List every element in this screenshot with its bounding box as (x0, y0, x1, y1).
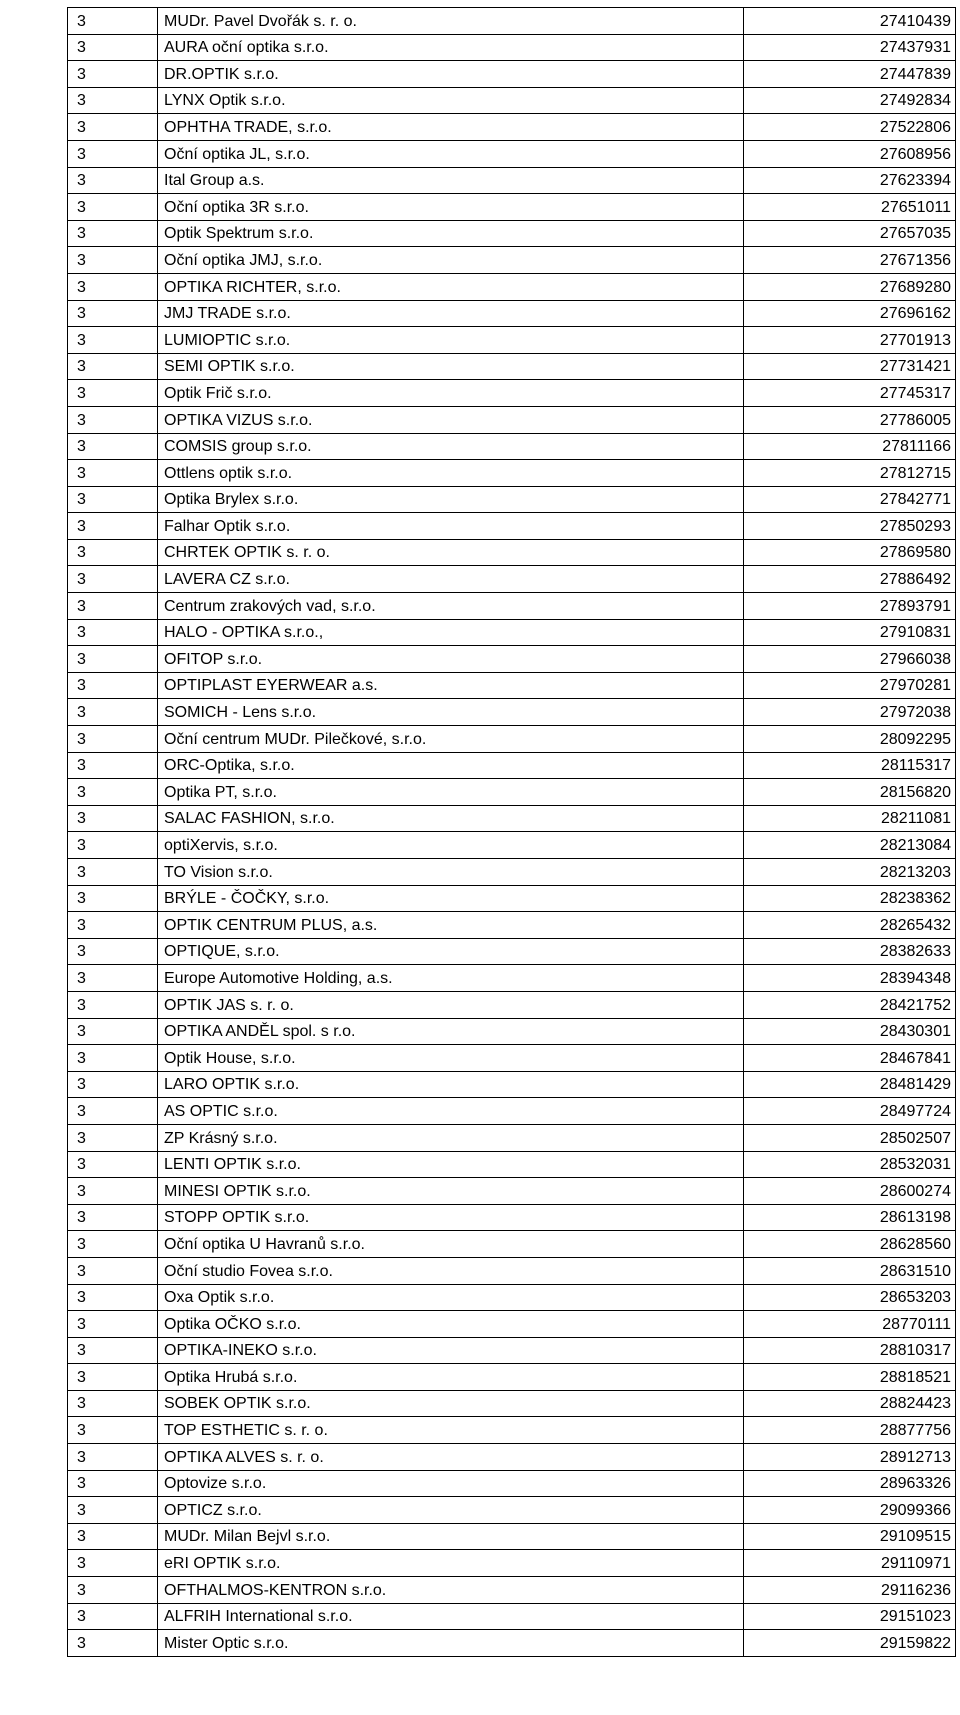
company-id-cell: 27623394 (744, 167, 956, 194)
company-name-cell: Europe Automotive Holding, a.s. (158, 965, 744, 992)
table-row (68, 8, 956, 35)
company-id-cell: 28213203 (744, 859, 956, 886)
company-name-cell: OPTIKA RICHTER, s.r.o. (158, 273, 744, 300)
table-row (68, 220, 956, 247)
category-cell: 3 (68, 1390, 158, 1417)
category-cell: 3 (68, 167, 158, 194)
table-row (68, 779, 956, 806)
table-row (68, 1018, 956, 1045)
company-id-cell: 28810317 (744, 1337, 956, 1364)
table-row (68, 859, 956, 886)
table-row (68, 726, 956, 753)
company-id-cell: 27522806 (744, 114, 956, 141)
company-name-cell: OPTIPLAST EYERWEAR a.s. (158, 672, 744, 699)
table-row (68, 273, 956, 300)
category-cell: 3 (68, 1417, 158, 1444)
company-name-cell: LENTI OPTIK s.r.o. (158, 1151, 744, 1178)
company-id-cell: 28631510 (744, 1257, 956, 1284)
table-row (68, 619, 956, 646)
company-id-cell: 28211081 (744, 805, 956, 832)
table-row (68, 1204, 956, 1231)
company-id-cell: 28238362 (744, 885, 956, 912)
company-name-cell: MUDr. Milan Bejvl s.r.o. (158, 1523, 744, 1550)
company-id-cell: 28770111 (744, 1311, 956, 1338)
table-row (68, 433, 956, 460)
category-cell: 3 (68, 646, 158, 673)
company-name-cell: SALAC FASHION, s.r.o. (158, 805, 744, 832)
company-name-cell: LYNX Optik s.r.o. (158, 87, 744, 114)
company-id-cell: 29110971 (744, 1550, 956, 1577)
company-id-cell: 27842771 (744, 486, 956, 513)
company-id-cell: 29151023 (744, 1603, 956, 1630)
category-cell: 3 (68, 912, 158, 939)
category-cell: 3 (68, 1337, 158, 1364)
company-id-cell: 27812715 (744, 460, 956, 487)
category-cell: 3 (68, 300, 158, 327)
category-cell: 3 (68, 859, 158, 886)
company-id-cell: 28156820 (744, 779, 956, 806)
category-cell: 3 (68, 1577, 158, 1604)
table-row (68, 1630, 956, 1657)
company-name-cell: LARO OPTIK s.r.o. (158, 1071, 744, 1098)
category-cell: 3 (68, 87, 158, 114)
table-row (68, 646, 956, 673)
table-row (68, 832, 956, 859)
company-id-cell: 28265432 (744, 912, 956, 939)
company-name-cell: LUMIOPTIC s.r.o. (158, 327, 744, 354)
table-row (68, 1098, 956, 1125)
company-name-cell: DR.OPTIK s.r.o. (158, 61, 744, 88)
company-id-cell: 28877756 (744, 1417, 956, 1444)
company-id-cell: 28600274 (744, 1178, 956, 1205)
table-row (68, 991, 956, 1018)
category-cell: 3 (68, 1311, 158, 1338)
company-name-cell: OPTIKA-INEKO s.r.o. (158, 1337, 744, 1364)
table-row (68, 1417, 956, 1444)
company-name-cell: OFTHALMOS-KENTRON s.r.o. (158, 1577, 744, 1604)
category-cell: 3 (68, 61, 158, 88)
category-cell: 3 (68, 1364, 158, 1391)
company-id-cell: 28092295 (744, 726, 956, 753)
company-name-cell: OPTICZ s.r.o. (158, 1497, 744, 1524)
company-name-cell: OPTIQUE, s.r.o. (158, 938, 744, 965)
company-name-cell: STOPP OPTIK s.r.o. (158, 1204, 744, 1231)
table-row (68, 1284, 956, 1311)
table-row (68, 539, 956, 566)
company-id-cell: 28421752 (744, 991, 956, 1018)
category-cell: 3 (68, 1124, 158, 1151)
category-cell: 3 (68, 965, 158, 992)
table-row (68, 1071, 956, 1098)
table-row (68, 1124, 956, 1151)
table-row (68, 114, 956, 141)
company-id-cell: 28818521 (744, 1364, 956, 1391)
company-id-cell: 27966038 (744, 646, 956, 673)
table-row (68, 1337, 956, 1364)
company-name-cell: MINESI OPTIK s.r.o. (158, 1178, 744, 1205)
company-name-cell: Ital Group a.s. (158, 167, 744, 194)
category-cell: 3 (68, 1098, 158, 1125)
company-name-cell: Oční centrum MUDr. Pilečkové, s.r.o. (158, 726, 744, 753)
category-cell: 3 (68, 220, 158, 247)
company-name-cell: Optika Brylex s.r.o. (158, 486, 744, 513)
company-id-cell: 27850293 (744, 513, 956, 540)
company-id-cell: 28653203 (744, 1284, 956, 1311)
category-cell: 3 (68, 486, 158, 513)
company-id-cell: 27811166 (744, 433, 956, 460)
company-name-cell: ORC-Optika, s.r.o. (158, 752, 744, 779)
company-id-cell: 27447839 (744, 61, 956, 88)
table-row (68, 460, 956, 487)
category-cell: 3 (68, 1497, 158, 1524)
company-id-cell: 27731421 (744, 353, 956, 380)
table-row (68, 912, 956, 939)
company-name-cell: LAVERA CZ s.r.o. (158, 566, 744, 593)
category-cell: 3 (68, 1071, 158, 1098)
table-row (68, 1045, 956, 1072)
company-name-cell: COMSIS group s.r.o. (158, 433, 744, 460)
category-cell: 3 (68, 938, 158, 965)
company-table-body (68, 8, 956, 1657)
company-name-cell: OPTIK JAS s. r. o. (158, 991, 744, 1018)
company-id-cell: 27657035 (744, 220, 956, 247)
company-id-cell: 27696162 (744, 300, 956, 327)
category-cell: 3 (68, 1470, 158, 1497)
category-cell: 3 (68, 1151, 158, 1178)
company-id-cell: 27701913 (744, 327, 956, 354)
category-cell: 3 (68, 1257, 158, 1284)
company-name-cell: HALO - OPTIKA s.r.o., (158, 619, 744, 646)
company-id-cell: 27869580 (744, 539, 956, 566)
table-row (68, 486, 956, 513)
table-row (68, 885, 956, 912)
company-name-cell: Optik Spektrum s.r.o. (158, 220, 744, 247)
company-id-cell: 27970281 (744, 672, 956, 699)
company-name-cell: SEMI OPTIK s.r.o. (158, 353, 744, 380)
company-id-cell: 28115317 (744, 752, 956, 779)
category-cell: 3 (68, 327, 158, 354)
company-name-cell: OPTIKA ANDĚL spol. s r.o. (158, 1018, 744, 1045)
company-name-cell: TOP ESTHETIC s. r. o. (158, 1417, 744, 1444)
company-name-cell: ALFRIH International s.r.o. (158, 1603, 744, 1630)
table-row (68, 1151, 956, 1178)
table-row (68, 1523, 956, 1550)
company-name-cell: SOMICH - Lens s.r.o. (158, 699, 744, 726)
company-name-cell: Oční optika U Havranů s.r.o. (158, 1231, 744, 1258)
company-name-cell: AURA oční optika s.r.o. (158, 34, 744, 61)
category-cell: 3 (68, 991, 158, 1018)
category-cell: 3 (68, 1550, 158, 1577)
company-name-cell: CHRTEK OPTIK s. r. o. (158, 539, 744, 566)
table-row (68, 300, 956, 327)
category-cell: 3 (68, 513, 158, 540)
company-id-cell: 27608956 (744, 140, 956, 167)
table-row (68, 87, 956, 114)
company-name-cell: Mister Optic s.r.o. (158, 1630, 744, 1657)
company-id-cell: 28467841 (744, 1045, 956, 1072)
table-row (68, 1390, 956, 1417)
category-cell: 3 (68, 752, 158, 779)
category-cell: 3 (68, 593, 158, 620)
company-id-cell: 28382633 (744, 938, 956, 965)
table-row (68, 1577, 956, 1604)
table-row (68, 1257, 956, 1284)
company-id-cell: 27886492 (744, 566, 956, 593)
table-row (68, 965, 956, 992)
company-id-cell: 28532031 (744, 1151, 956, 1178)
category-cell: 3 (68, 380, 158, 407)
company-id-cell: 29159822 (744, 1630, 956, 1657)
table-row (68, 167, 956, 194)
company-name-cell: JMJ TRADE s.r.o. (158, 300, 744, 327)
company-name-cell: Falhar Optik s.r.o. (158, 513, 744, 540)
company-id-cell: 27972038 (744, 699, 956, 726)
company-name-cell: OPTIK CENTRUM PLUS, a.s. (158, 912, 744, 939)
table-row (68, 593, 956, 620)
company-id-cell: 27786005 (744, 406, 956, 433)
category-cell: 3 (68, 433, 158, 460)
category-cell: 3 (68, 114, 158, 141)
table-row (68, 513, 956, 540)
company-name-cell: Optovize s.r.o. (158, 1470, 744, 1497)
table-row (68, 1311, 956, 1338)
company-name-cell: TO Vision s.r.o. (158, 859, 744, 886)
category-cell: 3 (68, 1603, 158, 1630)
company-id-cell: 27910831 (744, 619, 956, 646)
table-row (68, 1470, 956, 1497)
company-id-cell: 28497724 (744, 1098, 956, 1125)
table-row (68, 1178, 956, 1205)
table-row (68, 672, 956, 699)
company-id-cell: 27492834 (744, 87, 956, 114)
table-row (68, 938, 956, 965)
category-cell: 3 (68, 619, 158, 646)
company-id-cell: 28824423 (744, 1390, 956, 1417)
category-cell: 3 (68, 885, 158, 912)
company-name-cell: Optika OČKO s.r.o. (158, 1311, 744, 1338)
category-cell: 3 (68, 1523, 158, 1550)
table-row (68, 752, 956, 779)
table-row (68, 406, 956, 433)
company-id-cell: 28502507 (744, 1124, 956, 1151)
company-id-cell: 27651011 (744, 194, 956, 221)
company-id-cell: 27745317 (744, 380, 956, 407)
company-id-cell: 29109515 (744, 1523, 956, 1550)
company-name-cell: Optik Frič s.r.o. (158, 380, 744, 407)
company-name-cell: AS OPTIC s.r.o. (158, 1098, 744, 1125)
category-cell: 3 (68, 672, 158, 699)
table-row (68, 140, 956, 167)
category-cell: 3 (68, 566, 158, 593)
category-cell: 3 (68, 353, 158, 380)
category-cell: 3 (68, 8, 158, 35)
category-cell: 3 (68, 779, 158, 806)
company-id-cell: 27893791 (744, 593, 956, 620)
company-name-cell: Oční optika JMJ, s.r.o. (158, 247, 744, 274)
company-id-cell: 27410439 (744, 8, 956, 35)
category-cell: 3 (68, 1018, 158, 1045)
table-row (68, 34, 956, 61)
company-id-cell: 28481429 (744, 1071, 956, 1098)
table-row (68, 1364, 956, 1391)
company-name-cell: Oční optika 3R s.r.o. (158, 194, 744, 221)
company-id-cell: 27689280 (744, 273, 956, 300)
table-row (68, 247, 956, 274)
company-name-cell: OPHTHA TRADE, s.r.o. (158, 114, 744, 141)
category-cell: 3 (68, 1178, 158, 1205)
table-row (68, 1231, 956, 1258)
company-name-cell: Oxa Optik s.r.o. (158, 1284, 744, 1311)
company-name-cell: Optika PT, s.r.o. (158, 779, 744, 806)
company-id-cell: 28213084 (744, 832, 956, 859)
company-name-cell: ZP Krásný s.r.o. (158, 1124, 744, 1151)
company-id-cell: 27437931 (744, 34, 956, 61)
category-cell: 3 (68, 406, 158, 433)
category-cell: 3 (68, 460, 158, 487)
company-name-cell: optiXervis, s.r.o. (158, 832, 744, 859)
company-name-cell: OPTIKA ALVES s. r. o. (158, 1444, 744, 1471)
company-id-cell: 28912713 (744, 1444, 956, 1471)
category-cell: 3 (68, 1630, 158, 1657)
company-id-cell: 29099366 (744, 1497, 956, 1524)
table-row (68, 380, 956, 407)
company-id-cell: 27671356 (744, 247, 956, 274)
company-name-cell: SOBEK OPTIK s.r.o. (158, 1390, 744, 1417)
company-id-cell: 29116236 (744, 1577, 956, 1604)
table-row (68, 1550, 956, 1577)
company-name-cell: eRI OPTIK s.r.o. (158, 1550, 744, 1577)
table-row (68, 699, 956, 726)
company-table (67, 7, 956, 1657)
table-row (68, 1444, 956, 1471)
category-cell: 3 (68, 34, 158, 61)
category-cell: 3 (68, 1284, 158, 1311)
category-cell: 3 (68, 539, 158, 566)
company-name-cell: OFITOP s.r.o. (158, 646, 744, 673)
category-cell: 3 (68, 832, 158, 859)
category-cell: 3 (68, 1444, 158, 1471)
company-name-cell: Optik House, s.r.o. (158, 1045, 744, 1072)
company-name-cell: Centrum zrakových vad, s.r.o. (158, 593, 744, 620)
category-cell: 3 (68, 1204, 158, 1231)
category-cell: 3 (68, 247, 158, 274)
table-row (68, 61, 956, 88)
company-name-cell: Oční optika JL, s.r.o. (158, 140, 744, 167)
category-cell: 3 (68, 140, 158, 167)
company-id-cell: 28430301 (744, 1018, 956, 1045)
table-row (68, 1603, 956, 1630)
table-row (68, 194, 956, 221)
category-cell: 3 (68, 805, 158, 832)
category-cell: 3 (68, 1231, 158, 1258)
table-row (68, 1497, 956, 1524)
company-name-cell: Oční studio Fovea s.r.o. (158, 1257, 744, 1284)
company-id-cell: 28394348 (744, 965, 956, 992)
company-name-cell: BRÝLE - ČOČKY, s.r.o. (158, 885, 744, 912)
company-id-cell: 28613198 (744, 1204, 956, 1231)
table-row (68, 805, 956, 832)
table-row (68, 327, 956, 354)
category-cell: 3 (68, 194, 158, 221)
category-cell: 3 (68, 273, 158, 300)
company-name-cell: MUDr. Pavel Dvořák s. r. o. (158, 8, 744, 35)
company-name-cell: OPTIKA VIZUS s.r.o. (158, 406, 744, 433)
company-id-cell: 28963326 (744, 1470, 956, 1497)
company-name-cell: Ottlens optik s.r.o. (158, 460, 744, 487)
table-row (68, 353, 956, 380)
company-id-cell: 28628560 (744, 1231, 956, 1258)
category-cell: 3 (68, 699, 158, 726)
table-row (68, 566, 956, 593)
company-name-cell: Optika Hrubá s.r.o. (158, 1364, 744, 1391)
category-cell: 3 (68, 726, 158, 753)
category-cell: 3 (68, 1045, 158, 1072)
